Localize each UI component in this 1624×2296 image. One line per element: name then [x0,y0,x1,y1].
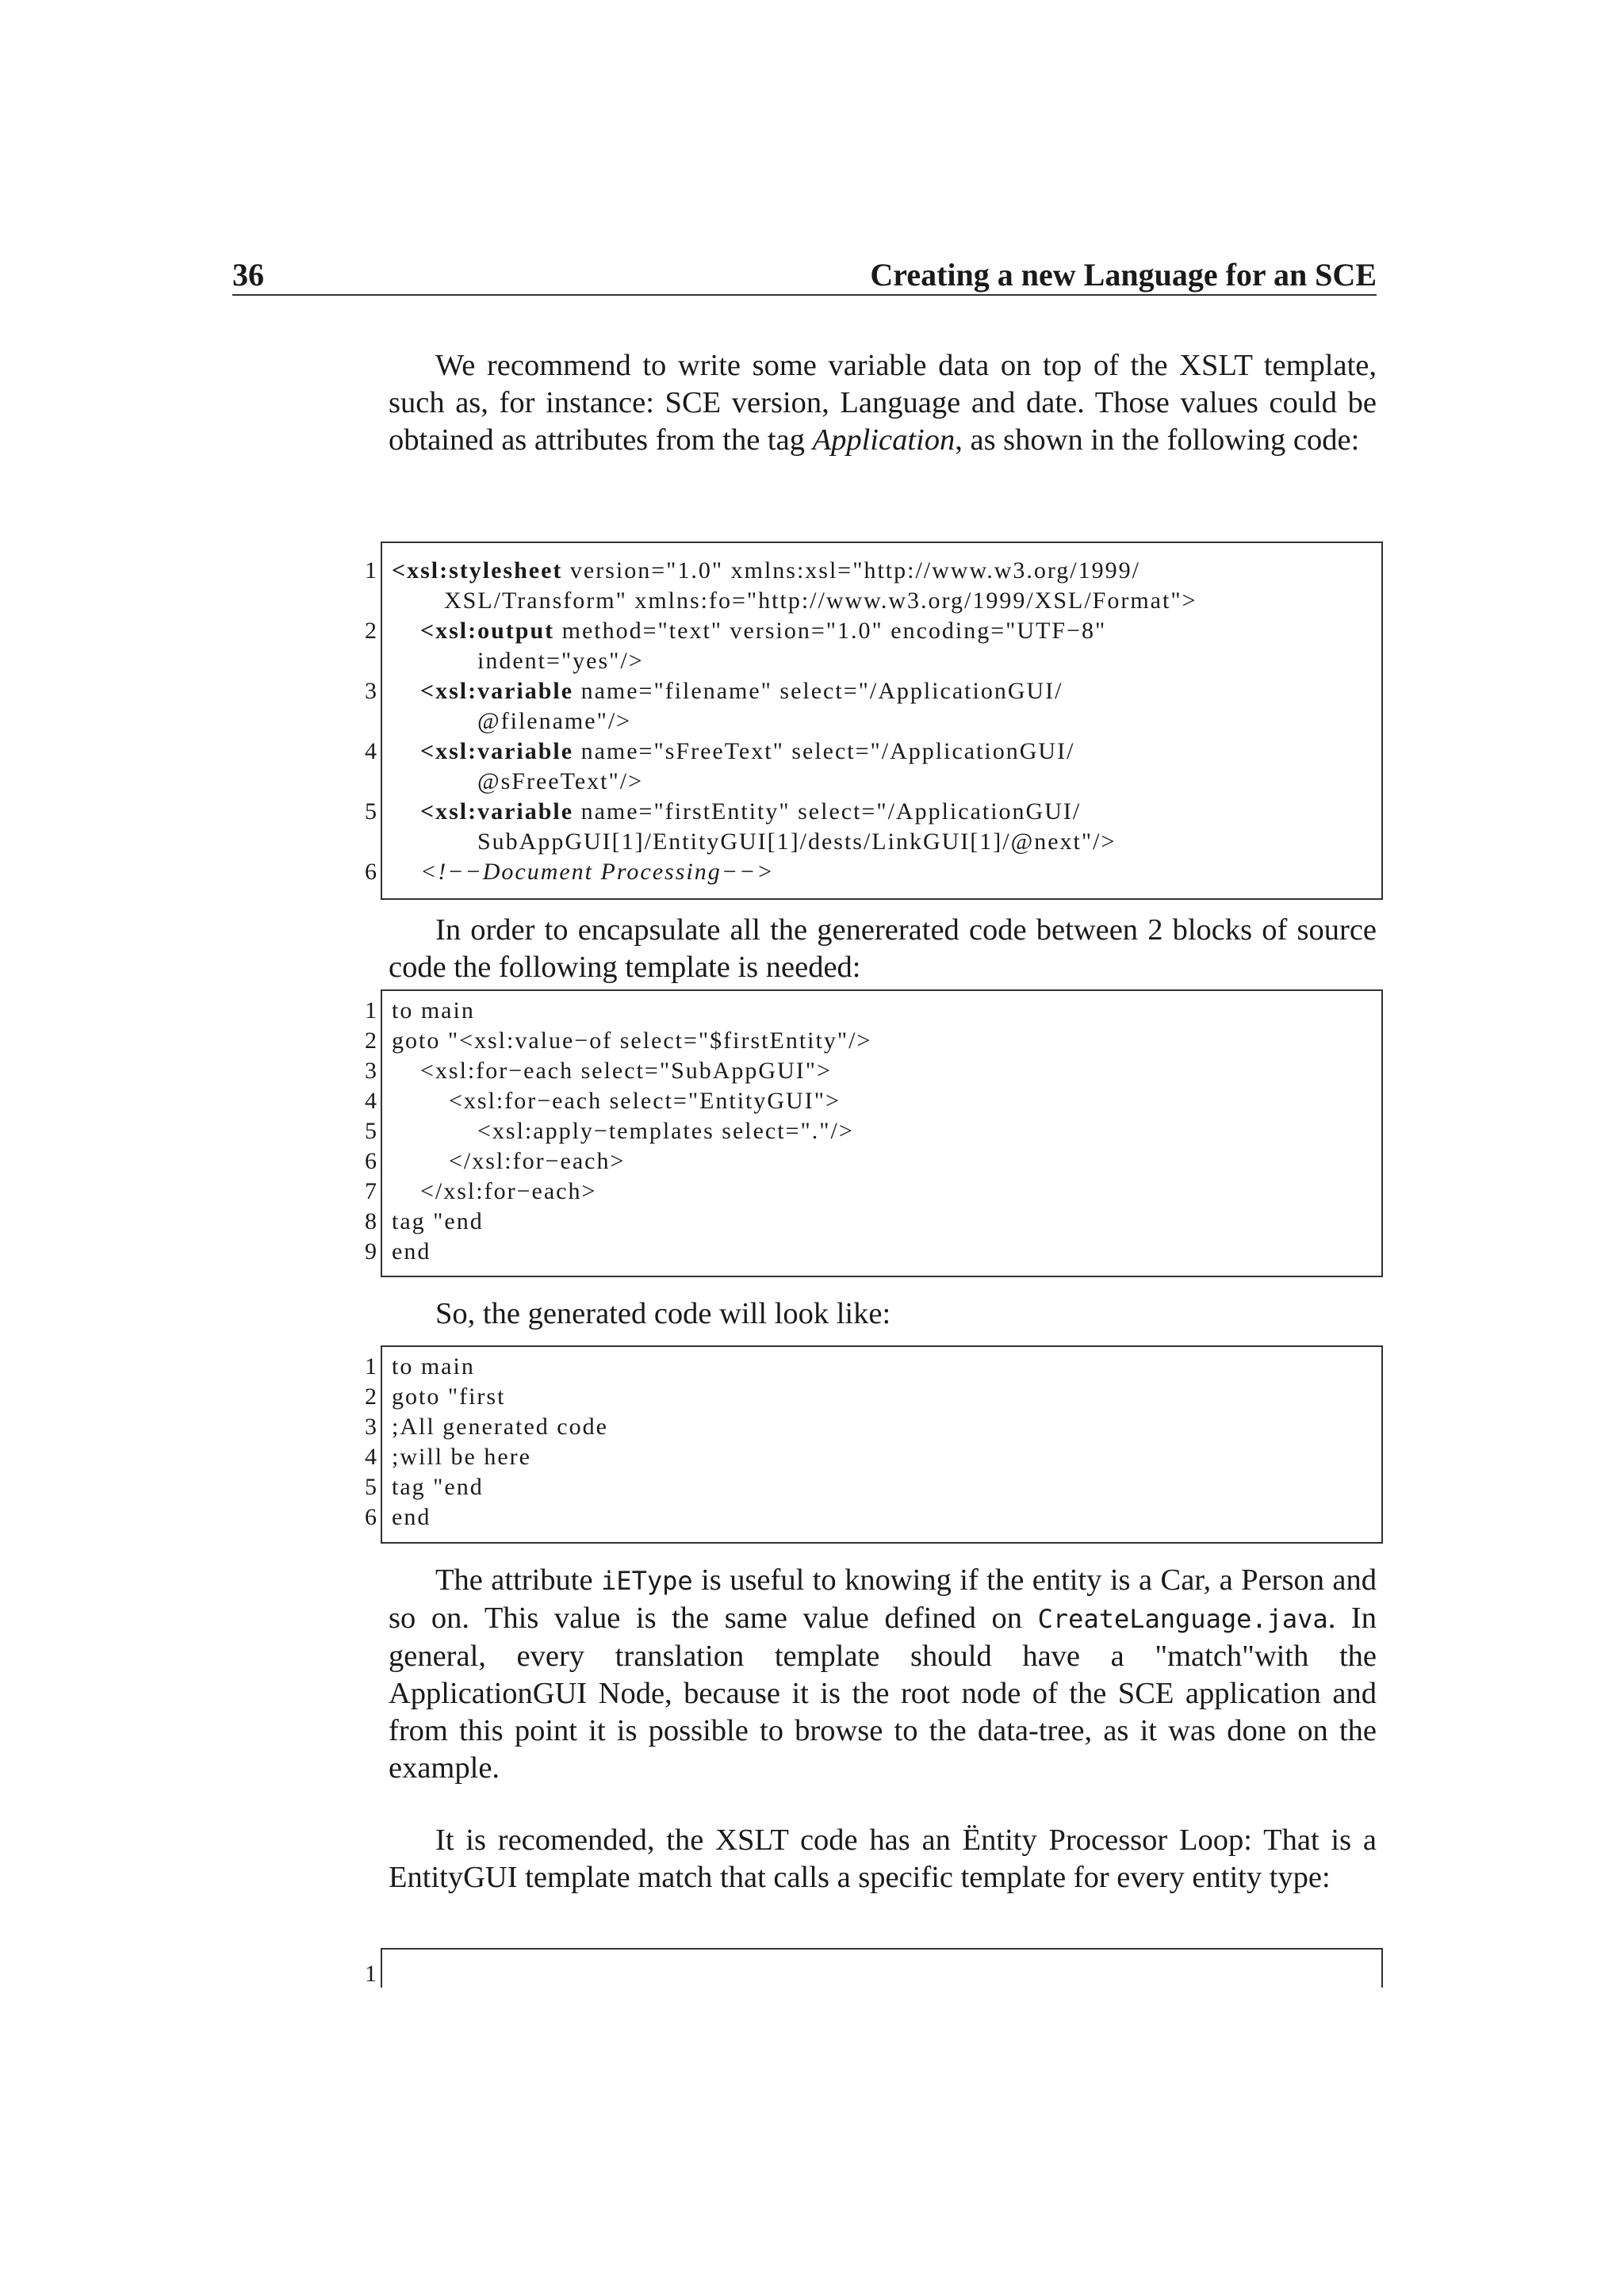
paragraph-intro [389,347,1377,459]
line-number: 1 [365,997,377,1024]
line-number: 6 [365,1148,377,1174]
code-line: tag "end [392,1208,484,1234]
line-number: 9 [365,1238,377,1265]
code-line: goto "first [392,1383,506,1410]
line-number: 6 [365,1504,377,1530]
line-number: 1 [365,1353,377,1380]
line-number: 3 [365,678,377,704]
code-line: tag "end [392,1474,484,1500]
code-line: <xsl:variable name="firstEntity" select="/ApplicationGUI/ [420,798,1082,825]
paragraph-intro-tail: , as shown in the following code: [955,423,1360,457]
code-line: to main [392,997,475,1024]
text-run: is useful to knowing if the entity is a Car, a Person and so on. This value is the same value defined on [389,1563,1377,1635]
code-line: <xsl:variable name="filename" select="/ApplicationGUI/ [420,678,1063,704]
code-line: <xsl:for−each select="SubAppGUI"> [420,1058,832,1084]
paragraph-intro-text: We recommend to write some variable data on top of the XSLT template, such as, for instance: SCE version, Language and date. Those values could be obtained as attributes from the tag [389,349,1377,457]
inline-code-ietype: iEType [601,1566,693,1596]
text-run: . In general, every translation template should have a "match"with the ApplicationGUI Node, because it is the root node of the SCE application and from this point it is possible to browse to the data-tree, as it was done on the example. [389,1601,1377,1785]
line-number: 5 [365,1118,377,1144]
line-number: 3 [365,1058,377,1084]
running-title: Creating a new Language for an SCE [870,257,1377,293]
code-line: <xsl:apply−templates select="."/> [477,1118,854,1144]
line-number: 4 [365,1444,377,1470]
code-line: SubAppGUI[1]/EntityGUI[1]/dests/LinkGUI[1]/@next"/> [477,828,1116,855]
emphasis-application: Application [812,423,956,457]
line-number: 1 [365,1961,377,1987]
line-number: 2 [365,618,377,644]
code-line: ;will be here [392,1444,531,1470]
line-number: 7 [365,1178,377,1204]
paragraph-ietype [389,1562,1377,1787]
code-line: <xsl:output method="text" version="1.0" encoding="UTF−8" [420,618,1107,644]
code-line: </xsl:for−each> [449,1148,626,1174]
code-listing-4 [365,1948,1383,1988]
code-line: end [392,1504,431,1530]
line-number: 8 [365,1208,377,1234]
code-listing-1 [365,541,1383,900]
inline-code-createlanguage: CreateLanguage.java [1037,1604,1328,1634]
line-number: 2 [365,1027,377,1054]
paragraph-generated: So, the generated code will look like: [435,1297,891,1330]
paragraph-encapsulate: In order to encapsulate all the genererated code between 2 blocks of source code the following template is needed: [389,913,1377,984]
code-line-comment: <!−−Document Processing−−> [420,859,775,885]
code-line: to main [392,1353,475,1380]
code-line: <xsl:variable name="sFreeText" select="/ApplicationGUI/ [420,738,1075,764]
text-run: The attribute [435,1563,602,1597]
line-number: 3 [365,1414,377,1440]
code-line: @sFreeText"/> [477,768,643,794]
line-number: 1 [365,557,377,584]
code-line: goto "<xsl:value−of select="$firstEntity"/> [392,1027,872,1054]
line-number: 5 [365,798,377,825]
code-line: XSL/Transform" xmlns:fo="http://www.w3.org/1999/XSL/Format"> [444,587,1197,614]
page-number: 36 [232,257,264,293]
code-line: <xsl:for−each select="EntityGUI"> [449,1088,841,1114]
code-listing-3 [365,1345,1383,1544]
code-listing-2 [365,989,1383,1277]
code-line: ;All generated code [392,1414,608,1440]
line-number: 6 [365,859,377,885]
code-line: end [392,1238,431,1265]
line-number: 2 [365,1383,377,1410]
code-line: <xsl:stylesheet version="1.0" xmlns:xsl="http://www.w3.org/1999/ [392,557,1140,584]
code-line: </xsl:for−each> [420,1178,597,1204]
line-number: 5 [365,1474,377,1500]
code-line: @filename"/> [477,708,632,734]
line-number: 4 [365,1088,377,1114]
page-header [232,256,1377,296]
paragraph-entity-loop: It is recomended, the XSLT code has an Ëntity Processor Loop: That is a EntityGUI template match that calls a specific template for every entity type: [389,1823,1377,1894]
line-number: 4 [365,738,377,764]
code-line: indent="yes"/> [477,648,644,674]
